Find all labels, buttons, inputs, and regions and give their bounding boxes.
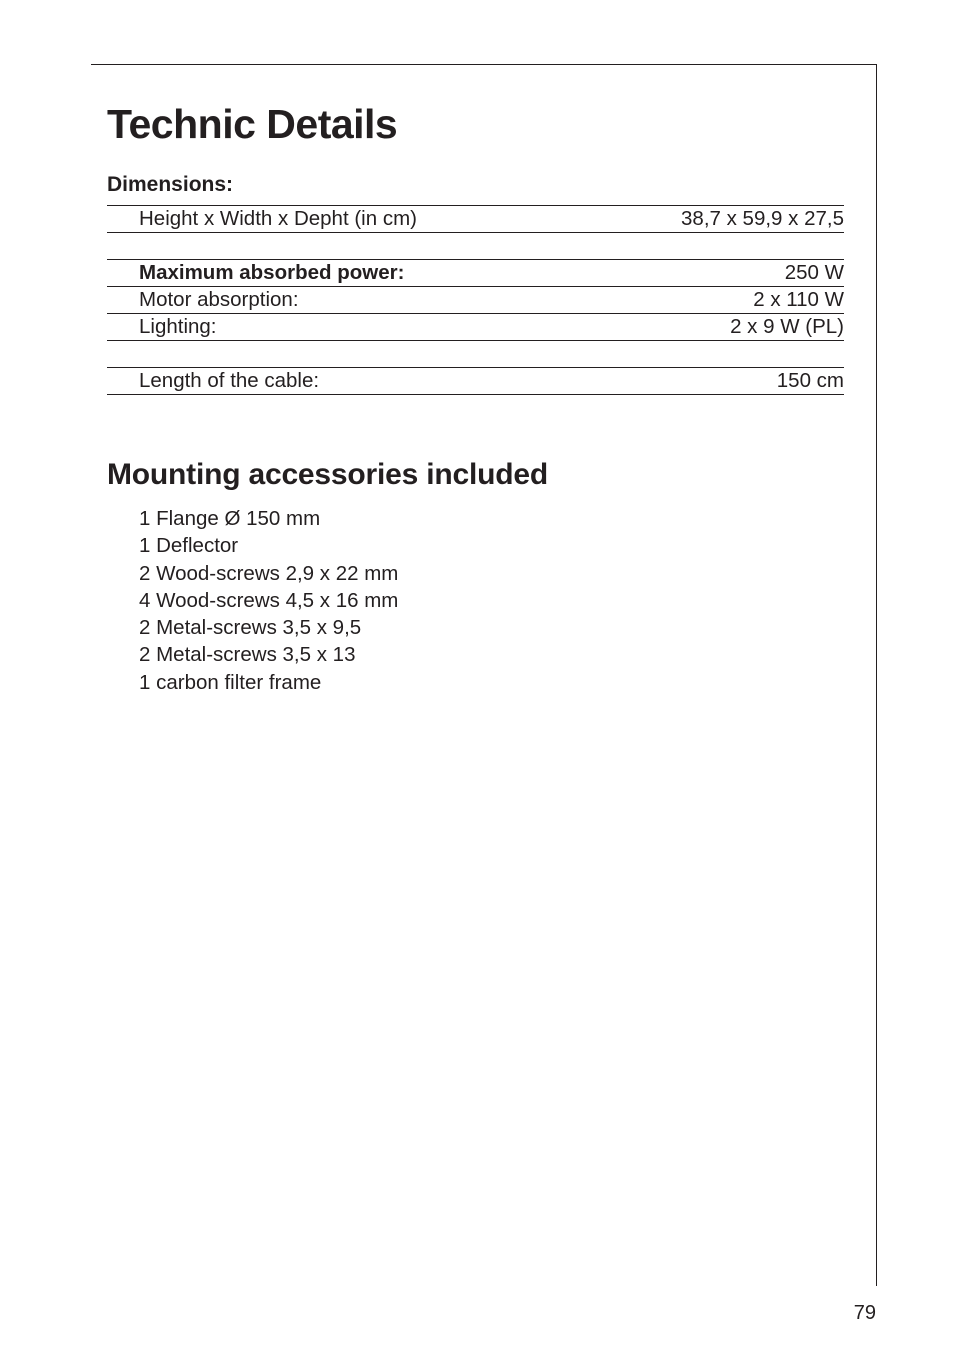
spec-value: 2 x 9 W (PL) xyxy=(730,315,844,338)
page-title: Technic Details xyxy=(107,101,398,147)
page-frame-top-rule xyxy=(91,64,877,65)
spec-value: 250 W xyxy=(784,261,844,284)
spec-row-lighting xyxy=(107,314,844,340)
spec-row-dimensions xyxy=(107,206,844,232)
list-item: 2 Metal-screws 3,5 x 13 xyxy=(139,643,356,667)
table-gap xyxy=(107,341,844,367)
spec-table xyxy=(107,205,844,395)
page-frame-right-rule xyxy=(876,64,877,1286)
dimensions-heading: Dimensions: xyxy=(107,173,234,196)
table-gap xyxy=(107,233,844,259)
list-item: 1 Deflector xyxy=(139,534,239,558)
list-item: 1 carbon filter frame xyxy=(139,670,322,694)
spec-label: Maximum absorbed power: xyxy=(139,261,405,284)
list-item: 2 Metal-screws 3,5 x 9,5 xyxy=(139,616,362,640)
page-number: 79 xyxy=(853,1302,876,1324)
list-item: 4 Wood-screws 4,5 x 16 mm xyxy=(139,588,399,612)
spec-row-motor xyxy=(107,287,844,313)
list-item: 2 Wood-screws 2,9 x 22 mm xyxy=(139,561,399,585)
list-item: 1 Flange Ø 150 mm xyxy=(139,507,321,530)
spec-label: Length of the cable: xyxy=(139,369,320,392)
spec-label: Height x Width x Depht (in cm) xyxy=(139,207,417,230)
accessories-title: Mounting accessories included xyxy=(107,458,548,491)
spec-row-cable xyxy=(107,368,844,394)
spec-value: 150 cm xyxy=(776,369,844,392)
spec-label: Motor absorption: xyxy=(139,288,299,311)
table-rule xyxy=(107,394,844,395)
accessories-list xyxy=(139,505,398,696)
spec-label: Lighting: xyxy=(139,315,217,338)
spec-row-max-power xyxy=(107,260,844,286)
spec-value: 2 x 110 W xyxy=(753,288,844,311)
spec-value: 38,7 x 59,9 x 27,5 xyxy=(681,207,844,230)
